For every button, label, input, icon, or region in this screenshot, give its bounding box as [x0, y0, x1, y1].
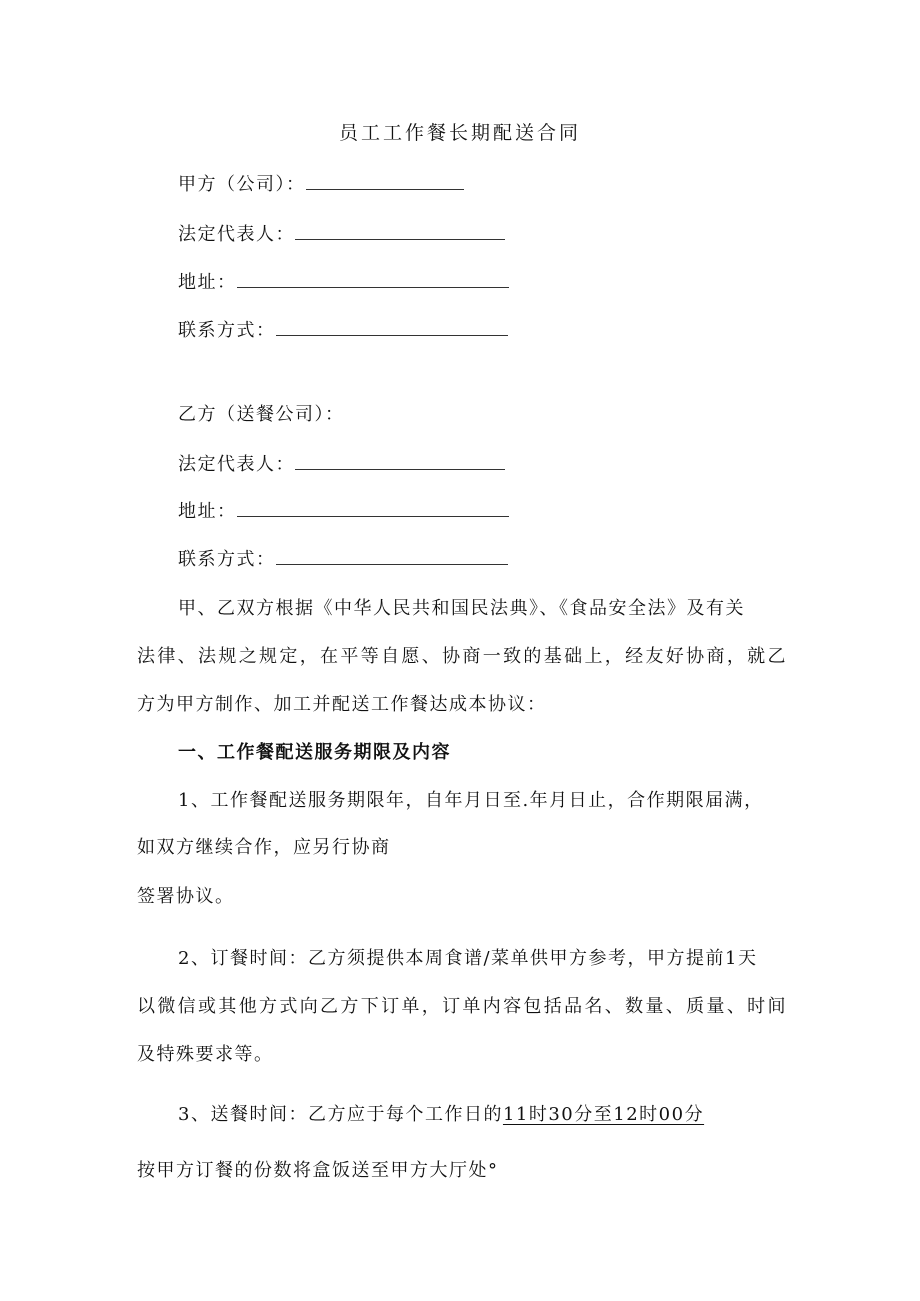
document-title: 员工工作餐长期配送合同: [338, 122, 581, 144]
item-3-line-2: 按甲方订餐的份数将盒饭送至甲方大厅处°: [137, 1160, 499, 1181]
party-a-address-field: [178, 268, 509, 294]
party-b-rep-label: 法定代表人：: [178, 454, 295, 475]
section-1-heading: 一、工作餐配送服务期限及内容: [178, 742, 451, 763]
party-b-rep-blank[interactable]: [295, 451, 505, 470]
party-a-address-label: 地址：: [178, 272, 237, 293]
party-b-contact-field: [178, 545, 508, 571]
party-b-address-blank[interactable]: [237, 498, 509, 517]
delivery-time-window: 11时30分至12时00分: [502, 1104, 705, 1125]
party-a-contact-label: 联系方式：: [178, 320, 276, 341]
item-3-line-1-prefix: 3、送餐时间：乙方应于每个工作日的: [178, 1104, 503, 1125]
party-a-rep-field: [178, 220, 505, 246]
preamble-line-3: 方为甲方制作、加工并配送工作餐达成本协议：: [137, 694, 547, 715]
item-1-line-2: 如双方继续合作，应另行协商: [137, 837, 391, 858]
preamble-line-1: 甲、乙双方根据《中华人民共和国民法典》、《食品安全法》及有关: [178, 598, 745, 619]
party-b-contact-label: 联系方式：: [178, 549, 276, 570]
party-b-address-field: [178, 497, 509, 523]
party-a-company-blank[interactable]: [306, 171, 464, 190]
item-1-line-3: 签署协议。: [137, 886, 235, 907]
item-2-line-3: 及特殊要求等。: [137, 1044, 274, 1065]
party-a-company-label: 甲方（公司）：: [178, 174, 306, 195]
item-2-line-2: 以微信或其他方式向乙方下订单，订单内容包括品名、数量、质量、时间: [137, 996, 787, 1017]
party-a-rep-label: 法定代表人：: [178, 224, 295, 245]
item-1-line-1: 1、工作餐配送服务期限年，自年月日至.年月日止，合作期限届满，: [178, 790, 764, 811]
preamble-line-2: 法律、法规之规定，在平等自愿、协商一致的基础上，经友好协商，就乙: [137, 646, 787, 667]
party-a-address-blank[interactable]: [237, 269, 509, 288]
party-a-contact-blank[interactable]: [276, 317, 508, 336]
party-b-company-label: 乙方（送餐公司）：: [178, 404, 345, 425]
item-2-line-1: 2、订餐时间：乙方须提供本周食谱/菜单供甲方参考，甲方提前1天: [178, 948, 758, 969]
party-b-address-label: 地址：: [178, 501, 237, 522]
party-b-contact-blank[interactable]: [276, 546, 508, 565]
party-a-contact-field: [178, 316, 508, 342]
item-3-line-1: [178, 1100, 704, 1126]
party-b-company-field: [178, 400, 345, 426]
party-a-rep-blank[interactable]: [295, 221, 505, 240]
party-a-company-field: [178, 170, 464, 196]
party-b-rep-field: [178, 450, 505, 476]
